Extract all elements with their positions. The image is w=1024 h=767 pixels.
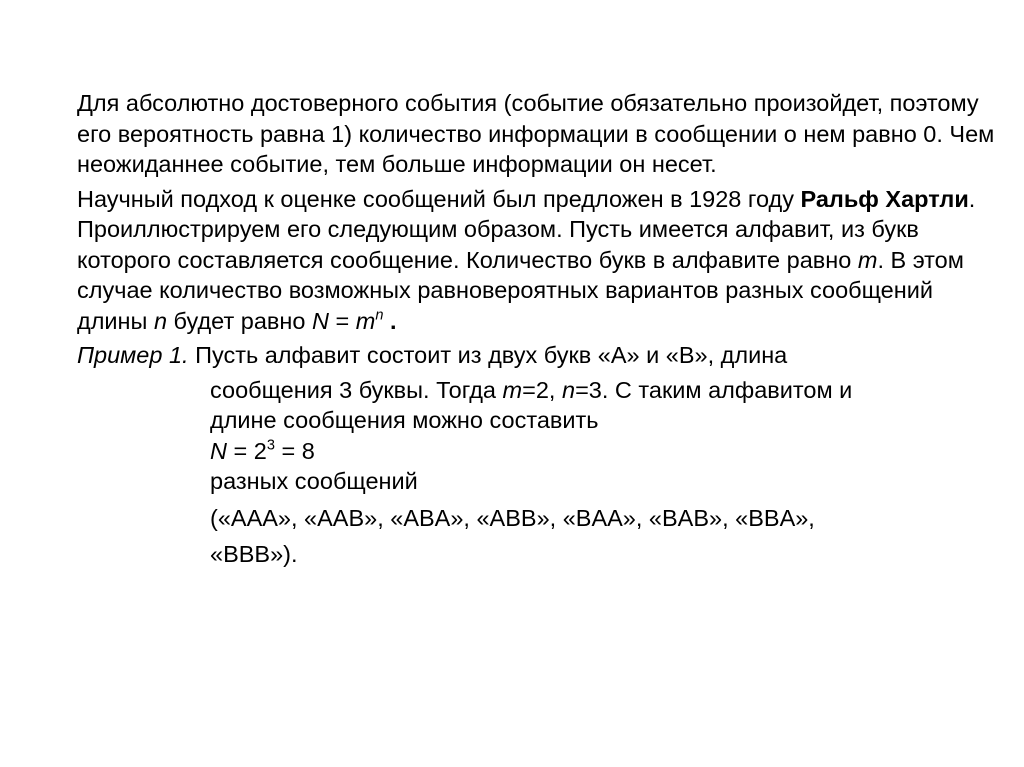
example-label: Пример 1. (77, 342, 189, 368)
example-formula-mid: = 2 (226, 437, 267, 464)
slide-content (77, 88, 997, 570)
paragraph-definition: Для абсолютно достоверного события (событие обязательно произойдет, поэтому его вероятность равна 1) количество информации в сообщении о нем равно 0. Чем неожиданнее событие, тем больше информации он несет. (77, 90, 995, 177)
hartley-text-middle3: будет равно (167, 307, 312, 334)
example-formula-end: = 8 (274, 437, 315, 464)
example-formula-exponent: 3 (266, 437, 275, 454)
example-first-line (77, 340, 997, 371)
example-line2-text-b: =2, (522, 376, 562, 403)
author-name: Ральф Хартли (800, 185, 969, 212)
example-line2-text-a: сообщения 3 буквы. Тогда (210, 376, 503, 403)
variable-n: n (153, 307, 168, 334)
hartley-text-before: Научный подход к оценке сообщений был предложен в 1928 году (77, 185, 801, 212)
example-line-2 (210, 375, 997, 406)
example-line-3: длине сообщения можно составить (210, 407, 599, 433)
example-list-line-1: («AAA», «AAB», «ABA», «ABB», «BAA», «BAB», «BBA», (210, 504, 815, 531)
example-intro: Пусть алфавит состоит из двух букв «A» и «B», длина (188, 342, 788, 368)
formula-end: . (383, 307, 397, 334)
example-block (77, 340, 997, 570)
example-list-line-2: «BBB»). (210, 541, 298, 567)
formula-n-exponent: n (375, 307, 384, 324)
example-formula-n: N (210, 437, 227, 464)
example-body (210, 375, 997, 570)
example-var-n: n (561, 376, 576, 403)
formula-equals: = (328, 307, 356, 334)
example-formula (210, 436, 997, 467)
example-line-5: разных сообщений (210, 468, 418, 494)
formula-m-base: m (355, 307, 376, 334)
example-var-m: m (502, 376, 523, 403)
variable-m: m (857, 246, 878, 273)
paragraph-hartley (77, 184, 997, 337)
hartley-text-middle: . Проиллюстрируем его следующим образом. Пусть имеется алфавит, из букв которого составляется сообщение. Количество букв в алфавите равно (77, 185, 976, 273)
formula-n-symbol: N (311, 307, 329, 334)
hartley-text-middle2: . В этом случае количество возможных равновероятных вариантов разных сообщений длины (77, 246, 964, 334)
example-line2-text-c: =3. С таким алфавитом и (575, 376, 853, 403)
